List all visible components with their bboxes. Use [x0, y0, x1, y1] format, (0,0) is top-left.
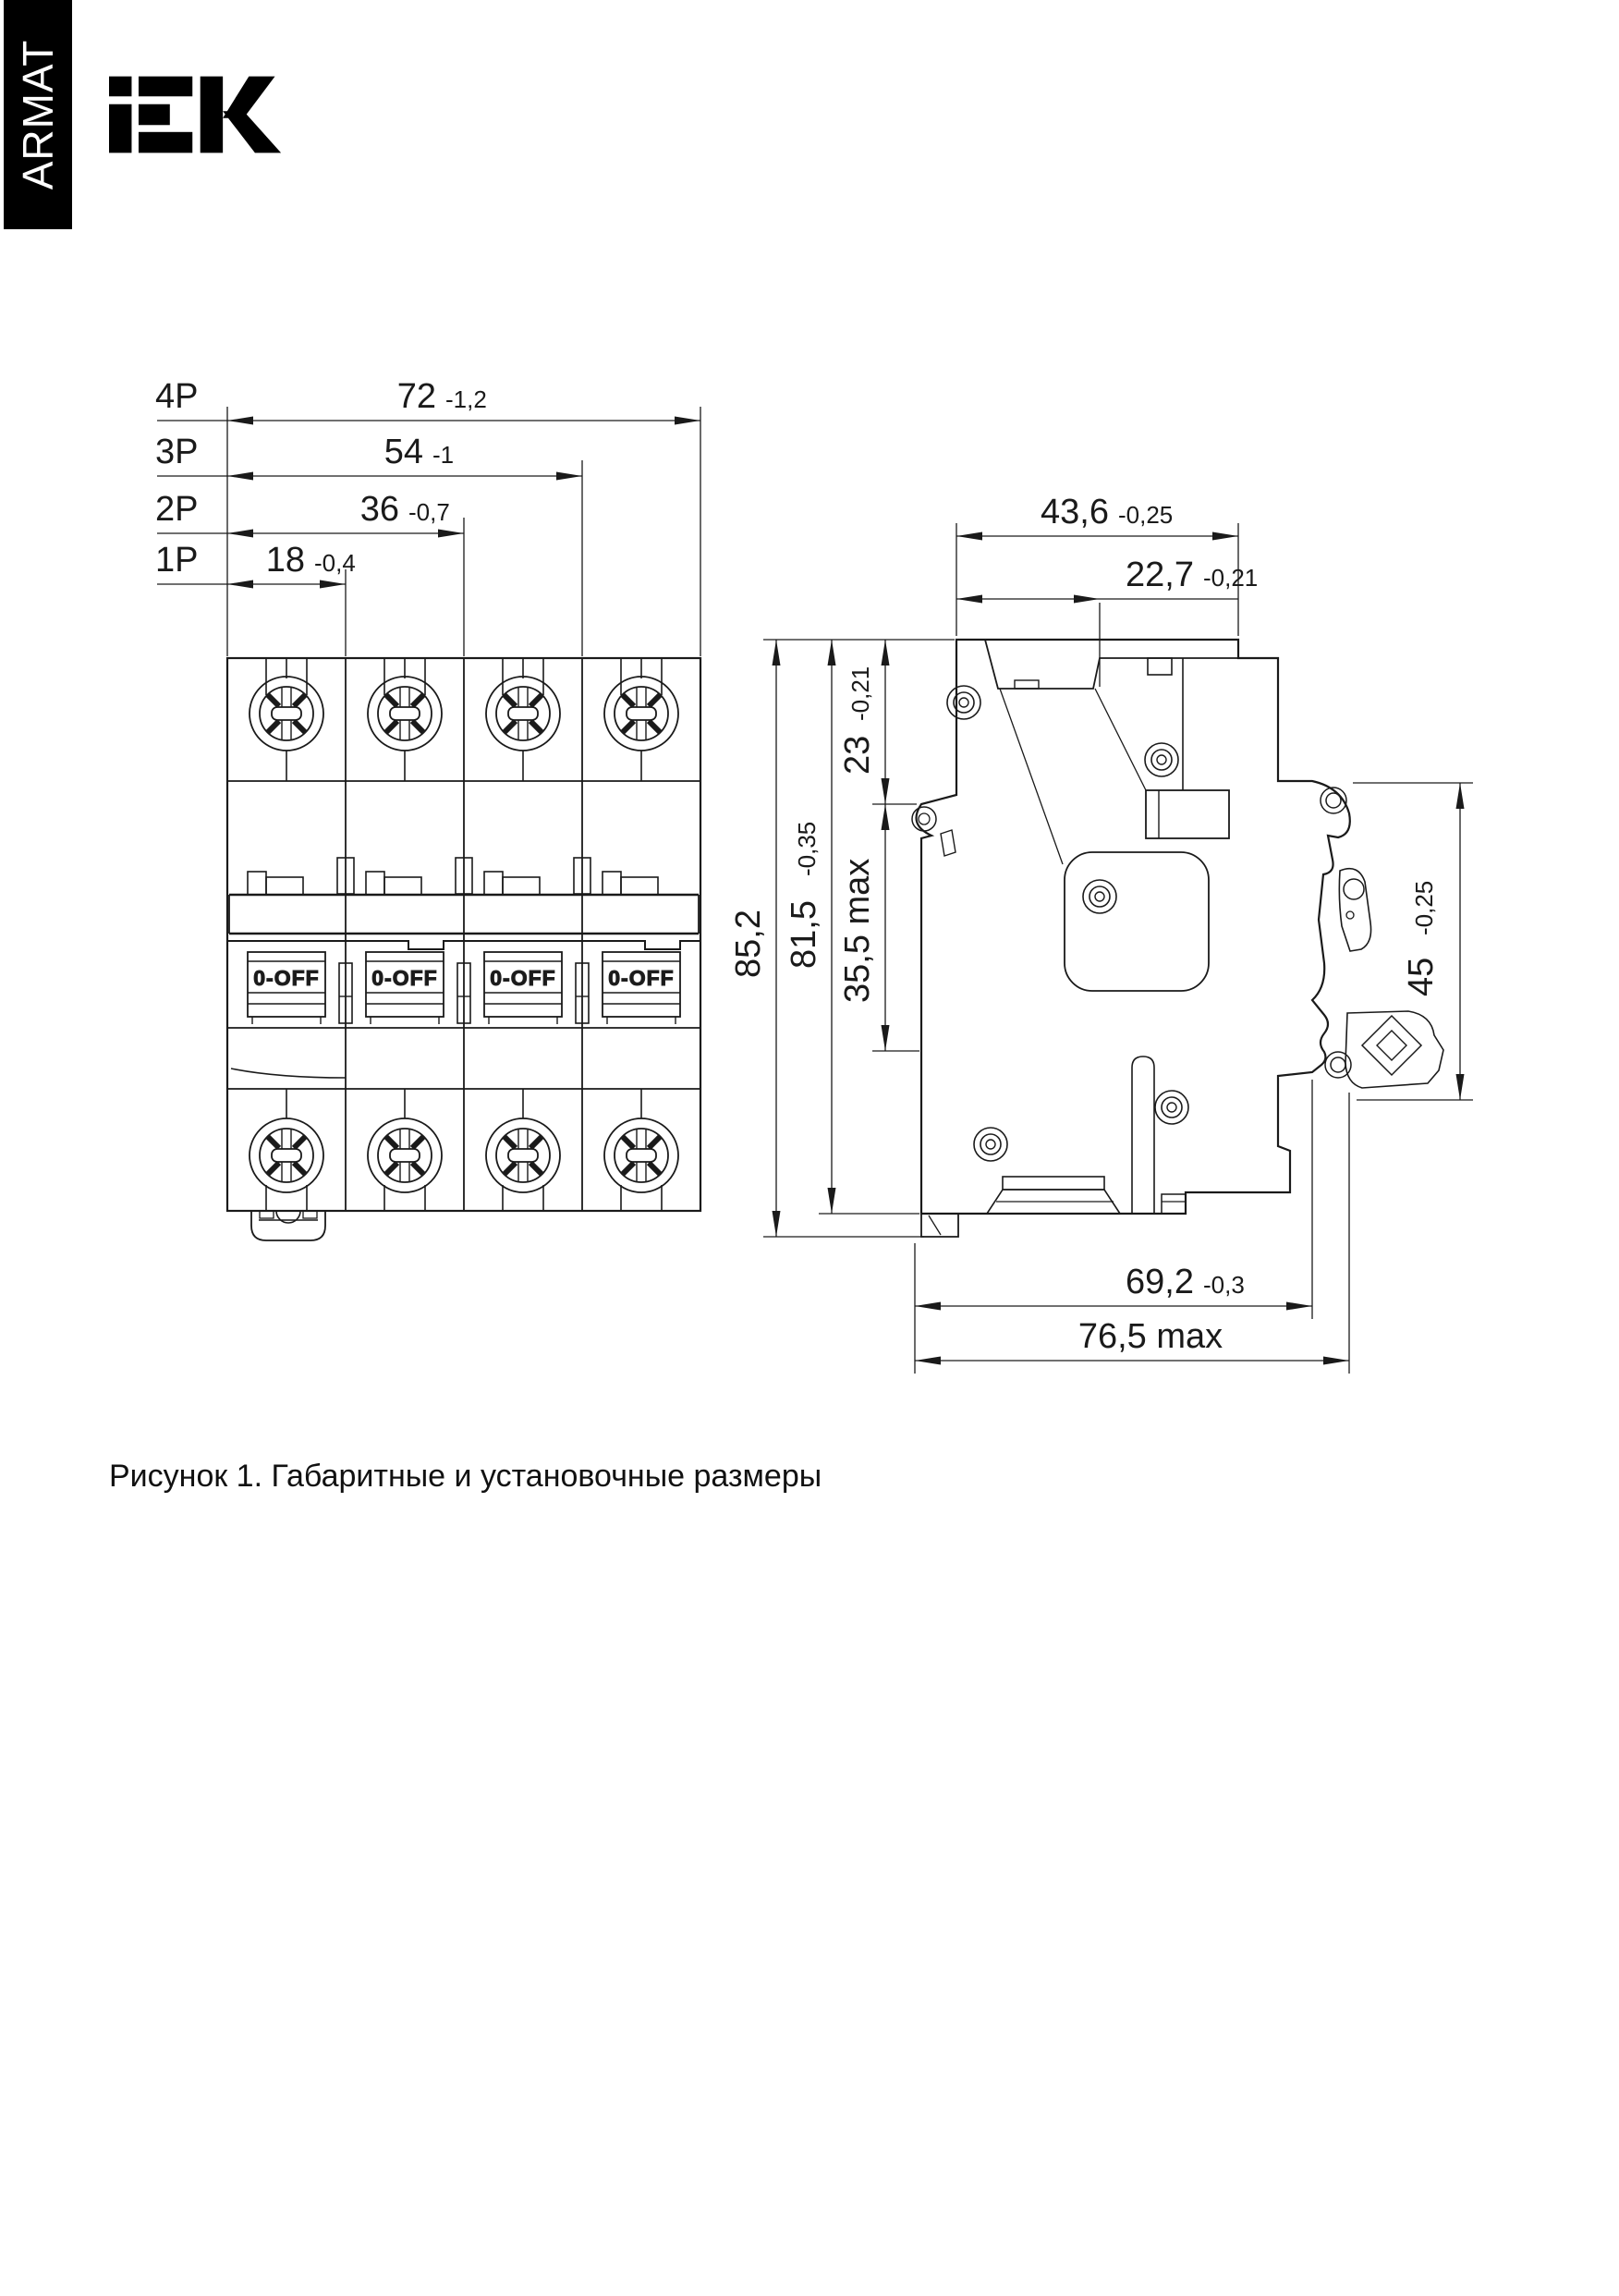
dim-tolerance: -0,3 [1203, 1271, 1245, 1299]
screw-terminal-bottom [250, 1089, 323, 1211]
front-dimensions [155, 377, 700, 656]
pole-count-label: 1P [155, 541, 199, 580]
dim-tolerance: -0,4 [314, 549, 356, 577]
figure-caption: Рисунок 1. Габаритные и установочные размеры [109, 1459, 822, 1494]
side-body-outline [917, 640, 1350, 1214]
dim-value: 22,7 [1126, 556, 1194, 594]
screw-terminal-bottom [486, 1089, 560, 1211]
dim-value: 54 [383, 433, 423, 471]
dim-value: 72 [396, 377, 436, 416]
dim-tolerance: -0,25 [1118, 501, 1174, 529]
dim-max-depth [915, 1317, 1349, 1365]
side-dimensions [729, 493, 1473, 1374]
front-clip-step [603, 872, 658, 895]
dim-value: 36 [359, 490, 399, 529]
dim-tolerance: -0,35 [793, 821, 821, 876]
dim-din-zone [838, 804, 890, 1051]
dim-tolerance: -1 [432, 441, 455, 469]
dim-1p [155, 541, 356, 589]
dim-value: 43,6 [1041, 493, 1109, 531]
dim-front-step-width [956, 556, 1258, 604]
screw-terminal-bottom [604, 1089, 678, 1211]
dim-front-panel-height [1402, 783, 1465, 1100]
rivet [947, 686, 980, 719]
screw-terminal-top [250, 658, 323, 781]
dim-body-height [785, 640, 836, 1214]
screw-terminal-top [486, 658, 560, 781]
brand-vertical-label: ARMAT [14, 39, 62, 190]
front-view [227, 658, 700, 1240]
dim-tolerance: -0,7 [408, 498, 450, 526]
rivet [1155, 1091, 1188, 1124]
dim-value: 69,2 [1126, 1263, 1194, 1301]
dim-value: 85,2 [729, 910, 768, 978]
dim-value: 81,5 [785, 900, 823, 969]
rivet [1145, 743, 1178, 776]
dim-tolerance: -0,21 [846, 666, 874, 721]
toggle-recess [985, 640, 1238, 689]
dim-value: 35,5 max [838, 858, 877, 1003]
dim-value: 23 [838, 735, 877, 775]
dim-recess-depth [838, 640, 890, 804]
screw-terminal-top [368, 658, 442, 781]
dimension-drawing: 0-OFF 4P 72 -1,2 3P 54 -1 2P 36 -0,7 1P 18 -0,4 43,6 -0,25 22,7 -0,21 85,2 81,5 -0,35 23 -0,21 35,5 max 45 -0,25 69,2 -0,3 76,5 max [0, 0, 1619, 2296]
rivet [974, 1128, 1007, 1161]
screw-terminal-bottom [368, 1089, 442, 1211]
dim-tolerance: -1,2 [445, 385, 487, 413]
rivet [1083, 880, 1116, 913]
pole-count-label: 2P [155, 490, 199, 529]
mechanism-housing [1065, 852, 1209, 991]
front-clip-step [248, 872, 303, 895]
dim-2p [155, 490, 464, 538]
din-latch-slider [1345, 1011, 1443, 1088]
breaker-toggle [248, 952, 325, 1024]
dim-top-width [956, 493, 1238, 541]
breaker-toggle [484, 952, 562, 1024]
front-clip-step [366, 872, 421, 895]
din-clip-tab [251, 1211, 325, 1240]
pole-count-label: 3P [155, 433, 199, 471]
screw-terminal-top [604, 658, 678, 781]
rivet [1325, 1052, 1351, 1078]
pole-count-label: 4P [155, 377, 199, 416]
dim-value: 76,5 max [1077, 1317, 1223, 1356]
dim-value: 45 [1402, 957, 1441, 996]
din-latch-lever [1339, 869, 1370, 951]
dim-value: 18 [265, 541, 305, 580]
dim-total-height [729, 640, 781, 1237]
breaker-toggle [366, 952, 444, 1024]
dim-mount-depth [915, 1263, 1312, 1311]
dim-tolerance: -0,25 [1410, 880, 1438, 935]
dim-3p [155, 433, 582, 481]
front-clip-step [484, 872, 540, 895]
side-view [912, 640, 1443, 1237]
dim-4p [155, 377, 700, 425]
breaker-toggle [603, 952, 680, 1024]
dim-tolerance: -0,21 [1203, 564, 1259, 592]
